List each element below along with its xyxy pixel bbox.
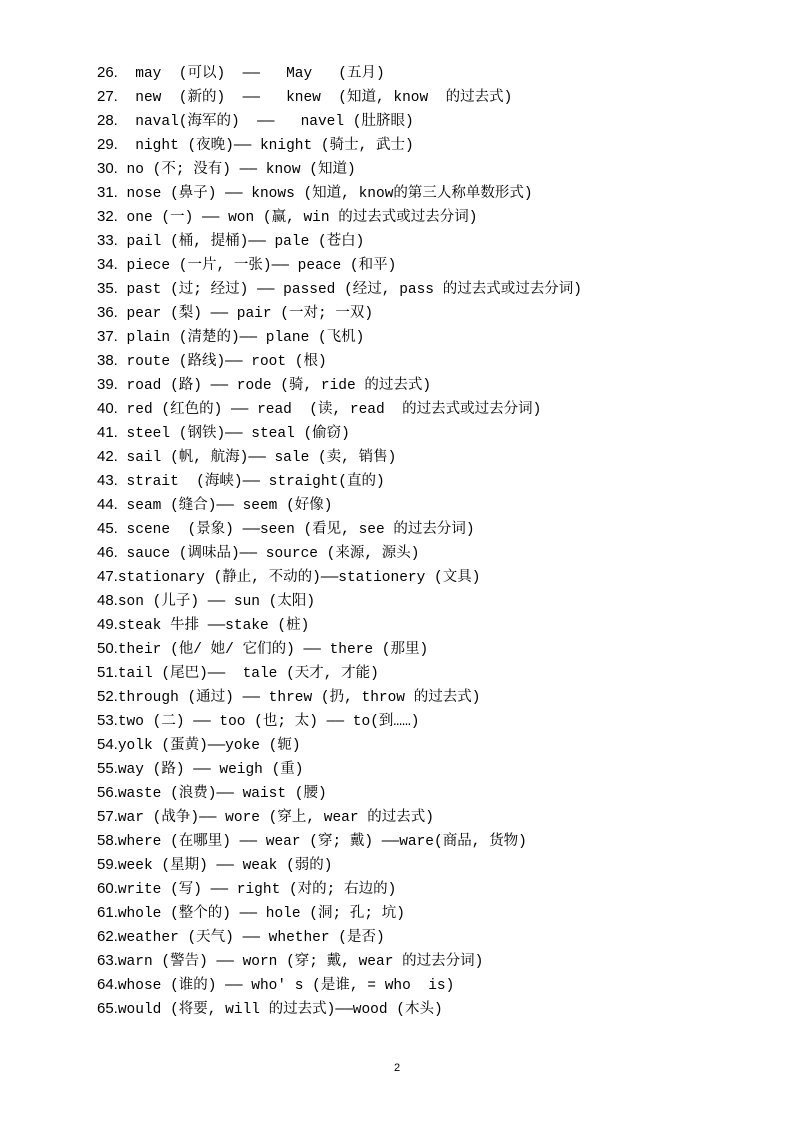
entry-text: write (写) —— right (对的; 右边的) [117, 882, 397, 898]
entry-text: waste (浪费)—— waist (腰) [117, 786, 327, 802]
entry-number: 47. [97, 568, 118, 585]
entry-text: naval(海军的) —— navel (肚脐眼) [117, 114, 414, 130]
entry-text: sauce (调味品)—— source (来源, 源头) [117, 546, 420, 562]
entry-text: whose (谁的) —— who' s (是谁, = who is) [117, 978, 455, 994]
entry-text: through (通过) —— threw (扔, throw 的过去式) [117, 690, 481, 706]
entry-number: 58. [97, 832, 118, 849]
list-item [97, 493, 697, 517]
list-item [97, 685, 697, 709]
entry-number: 61. [97, 904, 118, 921]
entry-text: steak 牛排 ——stake (桩) [117, 618, 310, 634]
entry-number: 62. [97, 928, 118, 945]
entry-number: 32. [97, 208, 118, 225]
entry-text: where (在哪里) —— wear (穿; 戴) ——ware(商品, 货物) [117, 834, 527, 850]
entry-number: 43. [97, 472, 118, 489]
entry-text: piece (一片, 一张)—— peace (和平) [117, 258, 397, 274]
list-item [97, 61, 697, 85]
list-item [97, 709, 697, 733]
entry-text: war (战争)—— wore (穿上, wear 的过去式) [117, 810, 434, 826]
entry-text: whole (整个的) —— hole (洞; 孔; 坑) [117, 906, 405, 922]
entry-number: 28. [97, 112, 118, 129]
list-item [97, 349, 697, 373]
entry-number: 63. [97, 952, 118, 969]
list-item [97, 565, 697, 589]
entry-text: red (红色的) —— read (读, read 的过去式或过去分词) [117, 402, 542, 418]
entry-number: 39. [97, 376, 118, 393]
entry-number: 40. [97, 400, 118, 417]
entry-number: 44. [97, 496, 118, 513]
entry-text: one (一) —— won (赢, win 的过去式或过去分词) [117, 210, 478, 226]
list-item [97, 661, 697, 685]
entry-number: 31. [97, 184, 118, 201]
entry-text: no (不; 没有) —— know (知道) [117, 162, 356, 178]
entry-text: plain (清楚的)—— plane (飞机) [117, 330, 365, 346]
entry-text: stationary (静止, 不动的)——stationery (文具) [117, 570, 481, 586]
list-item [97, 229, 697, 253]
entry-text: seam (缝合)—— seem (好像) [117, 498, 333, 514]
entry-text: would (将要, will 的过去式)——wood (木头) [117, 1002, 443, 1018]
entry-number: 49. [97, 616, 118, 633]
list-item [97, 781, 697, 805]
entry-number: 38. [97, 352, 118, 369]
entry-number: 33. [97, 232, 118, 249]
list-item [97, 325, 697, 349]
entry-text: road (路) —— rode (骑, ride 的过去式) [117, 378, 432, 394]
entry-text: pail (桶, 提桶)—— pale (苍白) [117, 234, 365, 250]
entry-number: 55. [97, 760, 118, 777]
list-item [97, 205, 697, 229]
entry-text: past (过; 经过) —— passed (经过, pass 的过去式或过去分词) [117, 282, 582, 298]
list-item [97, 877, 697, 901]
entry-text: warn (警告) —— worn (穿; 戴, wear 的过去分词) [117, 954, 484, 970]
entry-number: 35. [97, 280, 118, 297]
list-item [97, 157, 697, 181]
entry-number: 27. [97, 88, 118, 105]
list-item [97, 469, 697, 493]
entry-number: 26. [97, 64, 118, 81]
entry-text: weather (天气) —— whether (是否) [117, 930, 385, 946]
list-item [97, 517, 697, 541]
entry-text: scene (景象) ——seen (看见, see 的过去分词) [117, 522, 475, 538]
page-number: 2 [393, 1062, 401, 1074]
entry-text: route (路线)—— root (根) [117, 354, 327, 370]
entry-number: 45. [97, 520, 118, 537]
list-item [97, 181, 697, 205]
entry-number: 37. [97, 328, 118, 345]
entry-text: yolk (蛋黄)——yoke (轭) [117, 738, 301, 754]
entry-text: pear (梨) —— pair (一对; 一双) [117, 306, 374, 322]
entry-text: way (路) —— weigh (重) [117, 762, 304, 778]
entry-number: 46. [97, 544, 118, 561]
list-item [97, 133, 697, 157]
list-item [97, 373, 697, 397]
list-item [97, 301, 697, 325]
list-item [97, 829, 697, 853]
list-item [97, 589, 697, 613]
entry-number: 34. [97, 256, 118, 273]
entry-number: 29. [97, 136, 118, 153]
entry-number: 56. [97, 784, 118, 801]
entry-number: 53. [97, 712, 118, 729]
entry-number: 50. [97, 640, 118, 657]
entry-number: 57. [97, 808, 118, 825]
list-item [97, 973, 697, 997]
entry-number: 65. [97, 1000, 118, 1017]
list-item [97, 805, 697, 829]
list-item [97, 85, 697, 109]
entry-text: nose (鼻子) —— knows (知道, know的第三人称单数形式) [117, 186, 533, 202]
entry-number: 51. [97, 664, 118, 681]
list-item [97, 613, 697, 637]
entry-number: 54. [97, 736, 118, 753]
entry-number: 48. [97, 592, 118, 609]
entry-text: week (星期) —— weak (弱的) [117, 858, 333, 874]
entry-number: 64. [97, 976, 118, 993]
entry-number: 42. [97, 448, 118, 465]
list-item [97, 421, 697, 445]
list-item [97, 757, 697, 781]
entry-text: their (他/ 她/ 它们的) —— there (那里) [117, 642, 429, 658]
list-item [97, 853, 697, 877]
list-item [97, 445, 697, 469]
list-item [97, 949, 697, 973]
list-item [97, 277, 697, 301]
entry-number: 30. [97, 160, 118, 177]
entry-number: 52. [97, 688, 118, 705]
list-item [97, 733, 697, 757]
entry-text: tail (尾巴)—— tale (天才, 才能) [117, 666, 379, 682]
entry-text: sail (帆, 航海)—— sale (卖, 销售) [117, 450, 397, 466]
entry-text: new (新的) —— knew (知道, know 的过去式) [117, 90, 513, 106]
list-item [97, 109, 697, 133]
entry-text: may (可以) —— May (五月) [117, 66, 385, 82]
entry-number: 60. [97, 880, 118, 897]
entry-text: night (夜晚)—— knight (骑士, 武士) [117, 138, 414, 154]
list-item [97, 997, 697, 1021]
entry-number: 41. [97, 424, 118, 441]
entry-number: 36. [97, 304, 118, 321]
entry-text: strait (海峡)—— straight(直的) [117, 474, 385, 490]
list-item [97, 637, 697, 661]
list-item [97, 541, 697, 565]
entry-text: two (二) —— too (也; 太) —— to(到……) [117, 714, 420, 730]
entry-text: steel (钢铁)—— steal (偷窃) [117, 426, 350, 442]
homophone-list [97, 61, 697, 1021]
list-item [97, 925, 697, 949]
list-item [97, 253, 697, 277]
list-item [97, 397, 697, 421]
entry-number: 59. [97, 856, 118, 873]
list-item [97, 901, 697, 925]
entry-text: son (儿子) —— sun (太阳) [117, 594, 316, 610]
